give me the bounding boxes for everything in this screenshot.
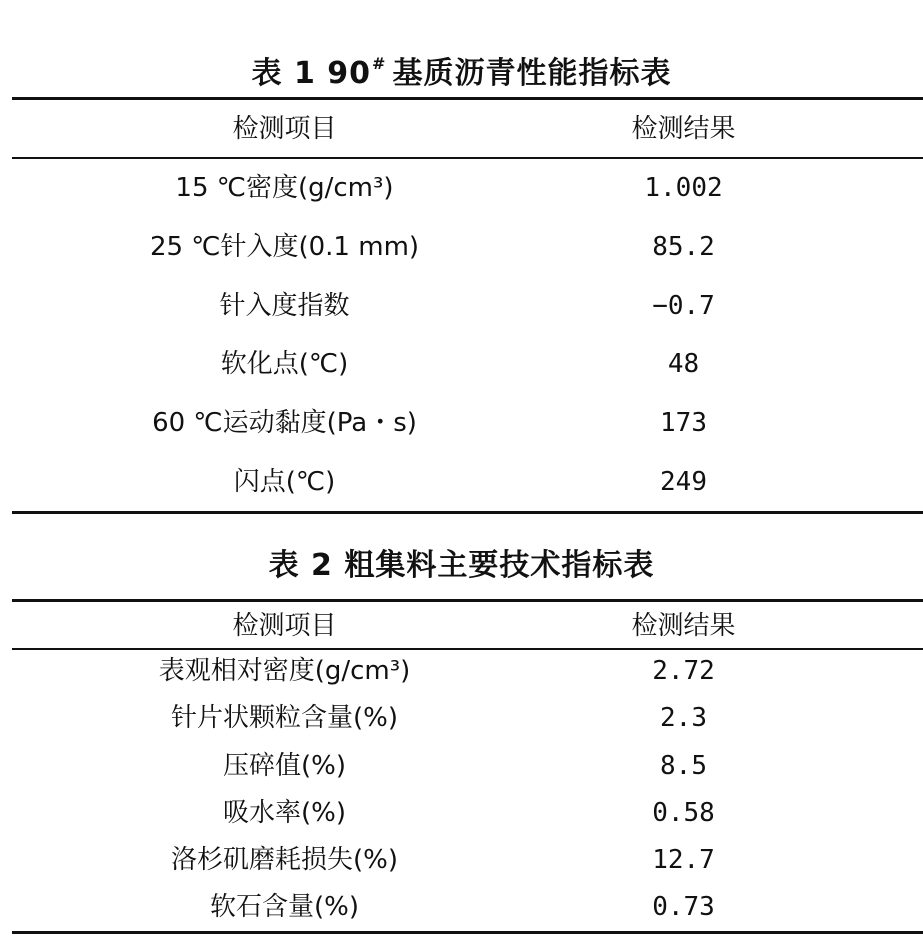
- table2-top-rule: [12, 599, 923, 602]
- table2-row-result: 2.3: [660, 703, 707, 733]
- table1-row-result: 48: [667, 349, 700, 379]
- table1-row-item: 60 ℃运动黏度(Pa・s): [152, 408, 417, 438]
- table1-caption-sup: #: [372, 54, 387, 73]
- table2-row-item: 压碎值(%): [223, 751, 346, 781]
- table1-row-result: 249: [660, 467, 707, 497]
- table1-caption: [0, 44, 923, 94]
- table2-row-item: 软石含量(%): [210, 892, 359, 922]
- table1-row-result: −0.7: [652, 291, 715, 321]
- table2-row-item: 表观相对密度(g/cm³): [158, 656, 411, 686]
- table1-caption-prefix: 表 1 90: [251, 56, 372, 91]
- table1-header-result: 检测结果: [631, 114, 736, 144]
- table2-caption: 表 2 粗集料主要技术指标表: [268, 548, 655, 583]
- table1-row-item: 闪点(℃): [233, 467, 336, 497]
- table2-row-result: 2.72: [652, 656, 715, 686]
- table2-row-item: 针片状颗粒含量(%): [171, 703, 398, 733]
- table2-row-item: 吸水率(%): [223, 798, 346, 828]
- table1-row-item: 软化点(℃): [220, 349, 349, 379]
- table1-row-result: 1.002: [644, 173, 723, 203]
- table2-row-result: 0.73: [652, 892, 715, 922]
- table1-row-item: 15 ℃密度(g/cm³): [175, 173, 394, 203]
- table2-row-result: 0.58: [652, 798, 715, 828]
- table1-row-result: 173: [660, 408, 707, 438]
- table1-row-item: 25 ℃针入度(0.1 mm): [149, 232, 420, 262]
- table2-header-result: 检测结果: [631, 611, 736, 641]
- table1-header-item: 检测项目: [232, 114, 337, 144]
- table1-row-item: 针入度指数: [219, 291, 350, 321]
- table2-bottom-rule: [12, 931, 923, 934]
- table1-bottom-rule: [12, 511, 923, 514]
- table2-row-item: 洛杉矶磨耗损失(%): [171, 845, 398, 875]
- table1-row-result: 85.2: [652, 232, 715, 262]
- table2-row-result: 8.5: [660, 751, 707, 781]
- table2-header-item: 检测项目: [232, 611, 337, 641]
- table2-row-result: 12.7: [652, 845, 715, 875]
- table1-caption-suffix: 基质沥青性能指标表: [392, 56, 672, 91]
